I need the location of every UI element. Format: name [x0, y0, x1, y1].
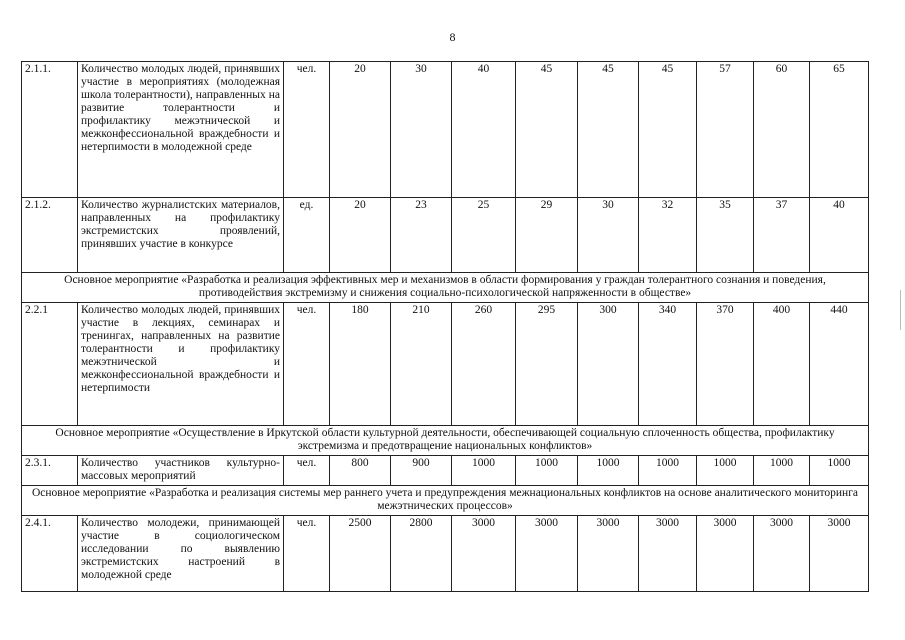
value-cell: 40 [452, 62, 516, 198]
page-number: 8 [449, 30, 456, 44]
unit: чел. [284, 62, 330, 198]
value-cell: 40 [810, 198, 869, 273]
value-cell: 210 [391, 303, 452, 426]
value-cell: 295 [516, 303, 578, 426]
value-cell: 3000 [452, 516, 516, 592]
value-cell: 1000 [697, 456, 754, 486]
table-row [22, 516, 869, 592]
row-number: 2.1.1. [22, 62, 78, 198]
value-cell: 440 [810, 303, 869, 426]
value-cell: 1000 [452, 456, 516, 486]
value-cell: 1000 [639, 456, 697, 486]
value-cell: 400 [754, 303, 810, 426]
row-number: 2.4.1. [22, 516, 78, 592]
value-cell: 3000 [578, 516, 639, 592]
table-row [22, 198, 869, 273]
value-cell: 3000 [516, 516, 578, 592]
section-title: Основное мероприятие «Разработка и реализация эффективных мер и механизмов в области формирования у граждан толерантного сознания и поведения, противодействия экстремизму и снижения социально-психологической напряженности в обществе» [22, 273, 869, 303]
value-cell: 25 [452, 198, 516, 273]
section-row [22, 426, 869, 456]
value-cell: 32 [639, 198, 697, 273]
value-cell: 37 [754, 198, 810, 273]
section-row [22, 486, 869, 516]
value-cell: 20 [330, 62, 391, 198]
value-cell: 800 [330, 456, 391, 486]
value-cell: 23 [391, 198, 452, 273]
value-cell: 45 [516, 62, 578, 198]
indicators-table [21, 61, 869, 592]
value-cell: 45 [639, 62, 697, 198]
value-cell: 1000 [810, 456, 869, 486]
value-cell: 260 [452, 303, 516, 426]
table-row [22, 303, 869, 426]
unit: чел. [284, 516, 330, 592]
value-cell: 29 [516, 198, 578, 273]
value-cell: 3000 [810, 516, 869, 592]
table-row [22, 62, 869, 198]
value-cell: 180 [330, 303, 391, 426]
value-cell: 57 [697, 62, 754, 198]
section-title: Основное мероприятие «Разработка и реализация системы мер раннего учета и предупреждения межнациональных конфликтов на основе аналитического мониторинга межэтнических процессов» [22, 486, 869, 516]
value-cell: 1000 [516, 456, 578, 486]
value-cell: 2800 [391, 516, 452, 592]
value-cell: 3000 [754, 516, 810, 592]
row-number: 2.3.1. [22, 456, 78, 486]
value-cell: 35 [697, 198, 754, 273]
unit: чел. [284, 456, 330, 486]
scan-edge-mark [900, 290, 901, 330]
unit: ед. [284, 198, 330, 273]
value-cell: 340 [639, 303, 697, 426]
value-cell: 300 [578, 303, 639, 426]
indicator-name: Количество участников культурно-массовых мероприятий [78, 456, 284, 486]
value-cell: 20 [330, 198, 391, 273]
value-cell: 60 [754, 62, 810, 198]
value-cell: 3000 [697, 516, 754, 592]
indicator-name: Количество молодежи, принимающей участие в социологическом исследовании по выявлению экстремистских настроений в молодежной среде [78, 516, 284, 592]
value-cell: 900 [391, 456, 452, 486]
value-cell: 2500 [330, 516, 391, 592]
value-cell: 45 [578, 62, 639, 198]
row-number: 2.1.2. [22, 198, 78, 273]
indicator-name: Количество журналистских материалов, направленных на профилактику экстремистских проявлений, принявших участие в конкурсе [78, 198, 284, 273]
section-row [22, 273, 869, 303]
indicator-name: Количество молодых людей, принявших участие в мероприятиях (молодежная школа толерантности), направленных на развитие толерантности и профилактику межэтнической и межконфессиональной враждебности и нетерпимости в молодежной среде [78, 62, 284, 198]
value-cell: 30 [578, 198, 639, 273]
value-cell: 1000 [754, 456, 810, 486]
indicator-name: Количество молодых людей, принявших участие в лекциях, семинарах и тренингах, направленных на развитие толерантности и профилактику межэтнической и межконфессиональной враждебности и нетерпимости [78, 303, 284, 426]
value-cell: 370 [697, 303, 754, 426]
section-title: Основное мероприятие «Осуществление в Иркутской области культурной деятельности, обеспечивающей социальную сплоченность общества, профилактику экстремизма и предотвращение национальных конфликтов» [22, 426, 869, 456]
value-cell: 3000 [639, 516, 697, 592]
table-row [22, 456, 869, 486]
value-cell: 1000 [578, 456, 639, 486]
unit: чел. [284, 303, 330, 426]
value-cell: 30 [391, 62, 452, 198]
row-number: 2.2.1 [22, 303, 78, 426]
value-cell: 65 [810, 62, 869, 198]
